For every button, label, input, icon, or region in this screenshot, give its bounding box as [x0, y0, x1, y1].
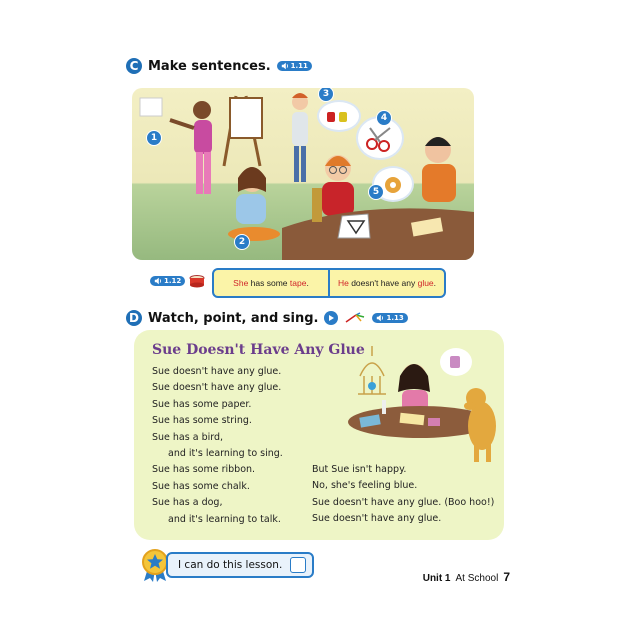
picture-number-3: 3: [318, 88, 334, 102]
can-do-box: [166, 552, 314, 578]
sentence-pattern-box: [212, 268, 446, 298]
lyric-line: Sue doesn't have any glue.: [312, 513, 442, 525]
sentence-have: [214, 278, 328, 288]
audio-track-number: 1.11: [290, 62, 308, 70]
lyric-line: Sue has some string.: [152, 415, 252, 427]
footer-unit-title: At School: [455, 573, 499, 584]
picture-number-5: 5: [368, 184, 384, 200]
speaker-icon: [376, 314, 384, 322]
sentence-have-period: .: [306, 278, 309, 288]
can-do-lesson: [140, 548, 314, 582]
audio-track-button[interactable]: [277, 61, 312, 71]
lyric-line: and it's learning to sing.: [168, 448, 283, 460]
can-do-label: I can do this lesson.: [178, 559, 283, 571]
section-d-badge: D: [126, 310, 142, 326]
lyric-line: Sue has some paper.: [152, 398, 252, 410]
thought-bubble-glue: [319, 102, 359, 130]
video-play-button[interactable]: [324, 311, 338, 325]
glue-pots-icon: [319, 102, 359, 130]
page-number: 7: [503, 570, 510, 584]
lyric-line: Sue doesn't have any glue.: [152, 366, 282, 377]
picture-number-1: 1: [146, 130, 162, 146]
can-do-checkbox[interactable]: [290, 557, 306, 573]
dog: [464, 388, 496, 462]
sentence-have-subject: She: [233, 278, 249, 288]
lyric-line: No, she's feeling blue.: [312, 480, 418, 492]
sentence-not-period: .: [433, 278, 437, 288]
lyric-line: Sue has some chalk.: [152, 480, 250, 492]
section-d-header: [126, 310, 408, 326]
classroom-illustration: [132, 88, 474, 260]
sentence-not: [330, 278, 444, 288]
page-footer: [423, 570, 510, 584]
audio-track-button-2[interactable]: [150, 276, 185, 286]
lyric-line: and it's learning to talk.: [168, 513, 281, 525]
girl-head: [193, 101, 211, 119]
sentence-not-subject: He: [337, 278, 349, 288]
audio-track-button-3[interactable]: [372, 313, 407, 323]
audio-track-number-2: 1.12: [164, 277, 182, 285]
section-c-title: Make sentences.: [148, 58, 271, 74]
sparkle-wand-icon: [344, 312, 366, 324]
section-d-title: Watch, point, and sing.: [148, 310, 319, 326]
lyric-line: Sue has a bird,: [152, 431, 224, 443]
drum-icon: [188, 274, 206, 288]
classroom-scene-art: [132, 88, 474, 260]
lyrics-left-column: [152, 364, 283, 528]
picture-number-4: 4: [376, 110, 392, 126]
lyric-line: Sue has a dog,: [152, 497, 223, 509]
song-illustration: [330, 336, 504, 464]
lyric-line: Sue doesn't have any glue. (Boo hoo!): [312, 496, 495, 508]
section-c-header: [126, 58, 312, 74]
speaker-icon: [281, 62, 289, 70]
audio-track-number-3: 1.13: [386, 314, 404, 322]
song-title: Sue Doesn't Have Any Glue: [152, 342, 365, 358]
lyric-line: But Sue isn't happy.: [312, 464, 407, 475]
textbook-page: [120, 40, 520, 600]
sentence-not-object: glue: [417, 278, 434, 288]
picture-number-2: 2: [234, 234, 250, 250]
sentence-audio-group: [150, 274, 206, 288]
sentence-have-object: tape: [289, 278, 307, 288]
footer-unit: Unit 1: [422, 573, 451, 584]
play-icon: [327, 314, 335, 322]
lyric-line: Sue has some ribbon.: [152, 464, 256, 476]
bird: [368, 382, 376, 390]
sentence-have-verb: has some: [250, 278, 288, 288]
lyrics-right-column: [312, 462, 494, 528]
sentence-not-verb: doesn't have any: [351, 278, 416, 288]
section-c-badge: C: [126, 58, 142, 74]
song-panel: [134, 330, 504, 540]
easel-board: [230, 98, 262, 138]
lyric-line: Sue doesn't have any glue.: [152, 382, 282, 394]
speaker-icon: [154, 277, 162, 285]
